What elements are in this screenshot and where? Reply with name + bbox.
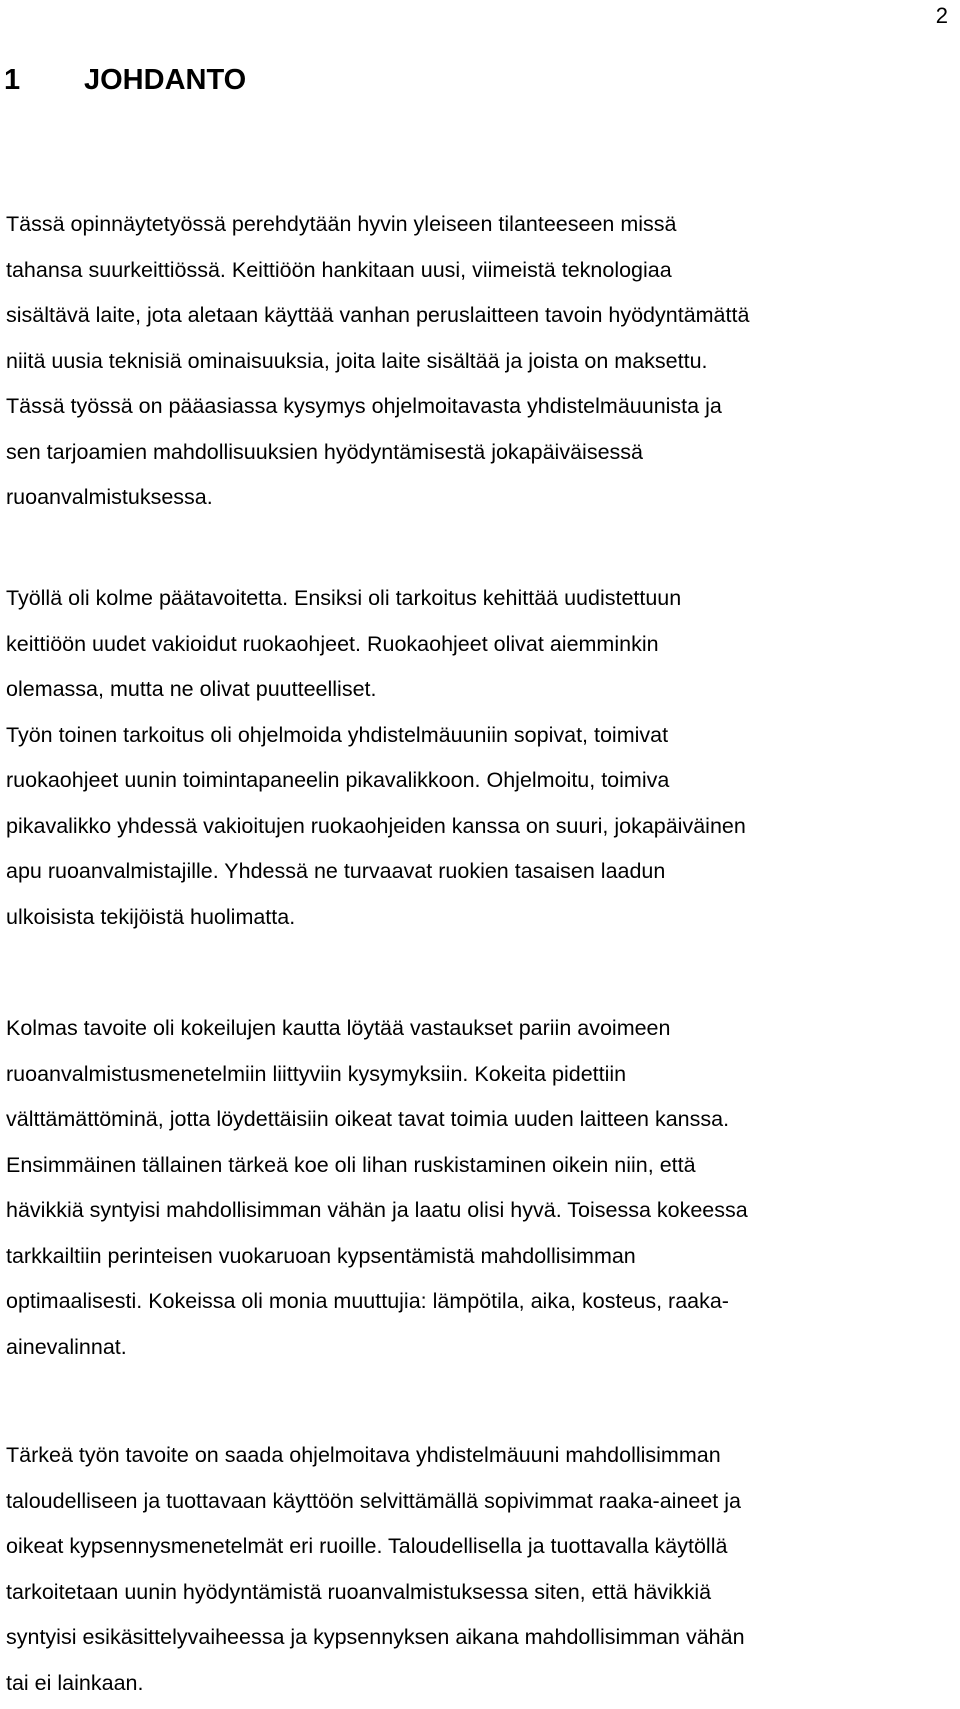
page-number: 2 xyxy=(935,3,948,28)
paragraph-intro: Tässä opinnäytetyössä perehdytään hyvin yleiseen tilanteeseen missä tahansa suurkeittiössä. Keittiöön hankitaan uusi, viimeistä teknologiaa sisältävä laite, jota aletaan käyttää vanhan peruslaitteen tavoin hyödyntämättä niitä uusia teknisiä ominaisuuksia, joita laite sisältää ja joista on maksettu. Tässä työssä on pääasiassa kysymys ohjelmoitavasta yhdistelmäuunista ja sen tarjoamien mahdollisuuksien hyödyntämisestä jokapäiväisessä ruoanvalmistuksessa. xyxy=(6,212,750,509)
chapter-heading xyxy=(4,60,246,100)
paragraph-main-goal: Tärkeä työn tavoite on saada ohjelmoitava yhdistelmäuuni mahdollisimman taloudelliseen ja tuottavaan käyttöön selvittämällä sopivimmat raaka-aineet ja oikeat kypsennysmenetelmät eri ruoille. Taloudellisella ja tuottavalla käytöllä tarkoitetaan uunin hyödyntämistä ruoanvalmistuksessa siten, että hävikkiä syntyisi esikäsittelyvaiheessa ja kypsennyksen aikana mahdollisimman vähän tai ei lainkaan. xyxy=(6,1443,745,1695)
chapter-title: JOHDANTO xyxy=(84,64,247,96)
chapter-number: 1 xyxy=(4,64,21,96)
paragraph-goals: Työllä oli kolme päätavoitetta. Ensiksi oli tarkoitus kehittää uudistettuun keittiöön uudet vakioidut ruokaohjeet. Ruokaohjeet olivat aiemminkin olemassa, mutta ne olivat puutteelliset. Työn toinen tarkoitus oli ohjelmoida yhdistelmäuuniin sopivat, toimivat ruokaohjeet uunin toimintapaneelin pikavalikkoon. Ohjelmoitu, toimiva pikavalikko yhdessä vakioitujen ruokaohjeiden kanssa on suuri, jokapäiväinen apu ruoanvalmistajille. Yhdessä ne turvaavat ruokien tasaisen laadun ulkoisista tekijöistä huolimatta. xyxy=(6,586,746,929)
paragraph-third-goal: Kolmas tavoite oli kokeilujen kautta löytää vastaukset pariin avoimeen ruoanvalmistusmenetelmiin liittyviin kysymyksiin. Kokeita pidettiin välttämättöminä, jotta löydettäisiin oikeat tavat toimia uuden laitteen kanssa. Ensimmäinen tällainen tärkeä koe oli lihan ruskistaminen oikein niin, että hävikkiä syntyisi mahdollisimman vähän ja laatu olisi hyvä. Toisessa kokeessa tarkkailtiin perinteisen vuokaruoan kypsentämistä mahdollisimman optimaalisesti. Kokeissa oli monia muuttujia: lämpötila, aika, kosteus, raaka- ainevalinnat. xyxy=(6,1016,748,1359)
